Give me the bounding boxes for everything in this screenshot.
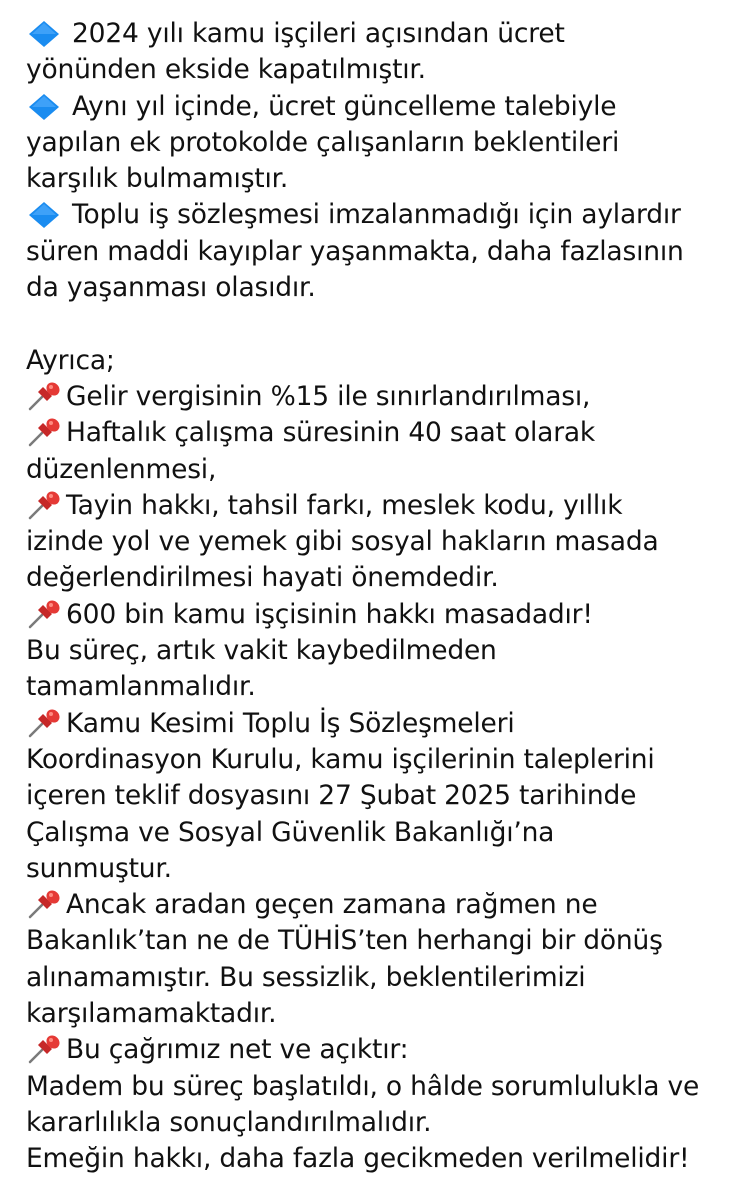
bullet-first-line: Toplu iş sözleşmesi imzalanmadığı için aylardır xyxy=(26,197,742,233)
intro-text: Ayrıca; xyxy=(26,344,115,376)
blue-diamond-icon xyxy=(26,201,62,229)
bullet-first-line: Aynı yıl içinde, ücret güncelleme talebiyle xyxy=(26,89,742,125)
pin-first-line: Haftalık çalışma süresinin 40 saat olarak xyxy=(26,415,742,451)
pushpin-icon xyxy=(26,889,62,919)
pin-item: Kamu Kesimi Toplu İş Sözleşmeleri Koordinasyon Kurulu, kamu işçilerinin taleplerini içeren teklif dosyasını 27 Şubat 2025 tarihinde Çalışma ve Sosyal Güvenlik Bakanlığı’na sunmuştur. xyxy=(26,706,742,887)
pin-item: Tayin hakkı, tahsil farkı, meslek kodu, yıllık izinde yol ve yemek gibi sosyal hakların masada değerlendirilmesi hayati önemdedir. xyxy=(26,488,742,597)
pin-first-line: Kamu Kesimi Toplu İş Sözleşmeleri xyxy=(26,706,742,742)
message-body xyxy=(26,16,742,1178)
pushpin-icon xyxy=(26,417,62,447)
pin-item: 600 bin kamu işçisinin hakkı masadadır! Bu süreç, artık vakit kaybedilmeden tamamlanmalıdır. xyxy=(26,597,742,706)
pin-first-line: Tayin hakkı, tahsil farkı, meslek kodu, yıllık xyxy=(26,488,742,524)
blue-diamond-icon xyxy=(26,20,62,48)
pin-first-line: Bu çağrımız net ve açıktır: xyxy=(26,1032,742,1068)
bullet-first-line: 2024 yılı kamu işçileri açısından ücret xyxy=(26,16,742,52)
pushpin-icon xyxy=(26,599,62,629)
bullet-item: Aynı yıl içinde, ücret güncelleme talebiyle yapılan ek protokolde çalışanların beklentileri karşılık bulmamıştır. xyxy=(26,89,742,198)
pin-first-line: 600 bin kamu işçisinin hakkı masadadır! xyxy=(26,597,742,633)
pin-item xyxy=(26,379,742,415)
pin-item: Ancak aradan geçen zamana rağmen ne Bakanlık’tan ne de TÜHİS’ten herhangi bir dönüş alınamamıştır. Bu sessizlik, beklentilerimizi karşılamamaktadır. xyxy=(26,887,742,1032)
pin-first-line: Gelir vergisinin %15 ile sınırlandırılması, xyxy=(26,379,742,415)
pin-first-line: Ancak aradan geçen zamana rağmen ne xyxy=(26,887,742,923)
blank-line xyxy=(26,306,742,342)
bullet-item: 2024 yılı kamu işçileri açısından ücret yönünden ekside kapatılmıştır. xyxy=(26,16,742,89)
pin-item: Bu çağrımız net ve açıktır: Madem bu süreç başlatıldı, o hâlde sorumlulukla ve kararlılıkla sonuçlandırılmalıdır. Emeğin hakkı, daha fazla gecikmeden verilmelidir! xyxy=(26,1032,742,1177)
pushpin-icon xyxy=(26,708,62,738)
pushpin-icon xyxy=(26,490,62,520)
pushpin-icon xyxy=(26,1034,62,1064)
bullet-item: Toplu iş sözleşmesi imzalanmadığı için aylardır süren maddi kayıplar yaşanmakta, daha fazlasının da yaşanması olasıdır. xyxy=(26,197,742,306)
pushpin-icon xyxy=(26,381,62,411)
blue-diamond-icon xyxy=(26,93,62,121)
pin-item: Haftalık çalışma süresinin 40 saat olarak düzenlenmesi, xyxy=(26,415,742,488)
